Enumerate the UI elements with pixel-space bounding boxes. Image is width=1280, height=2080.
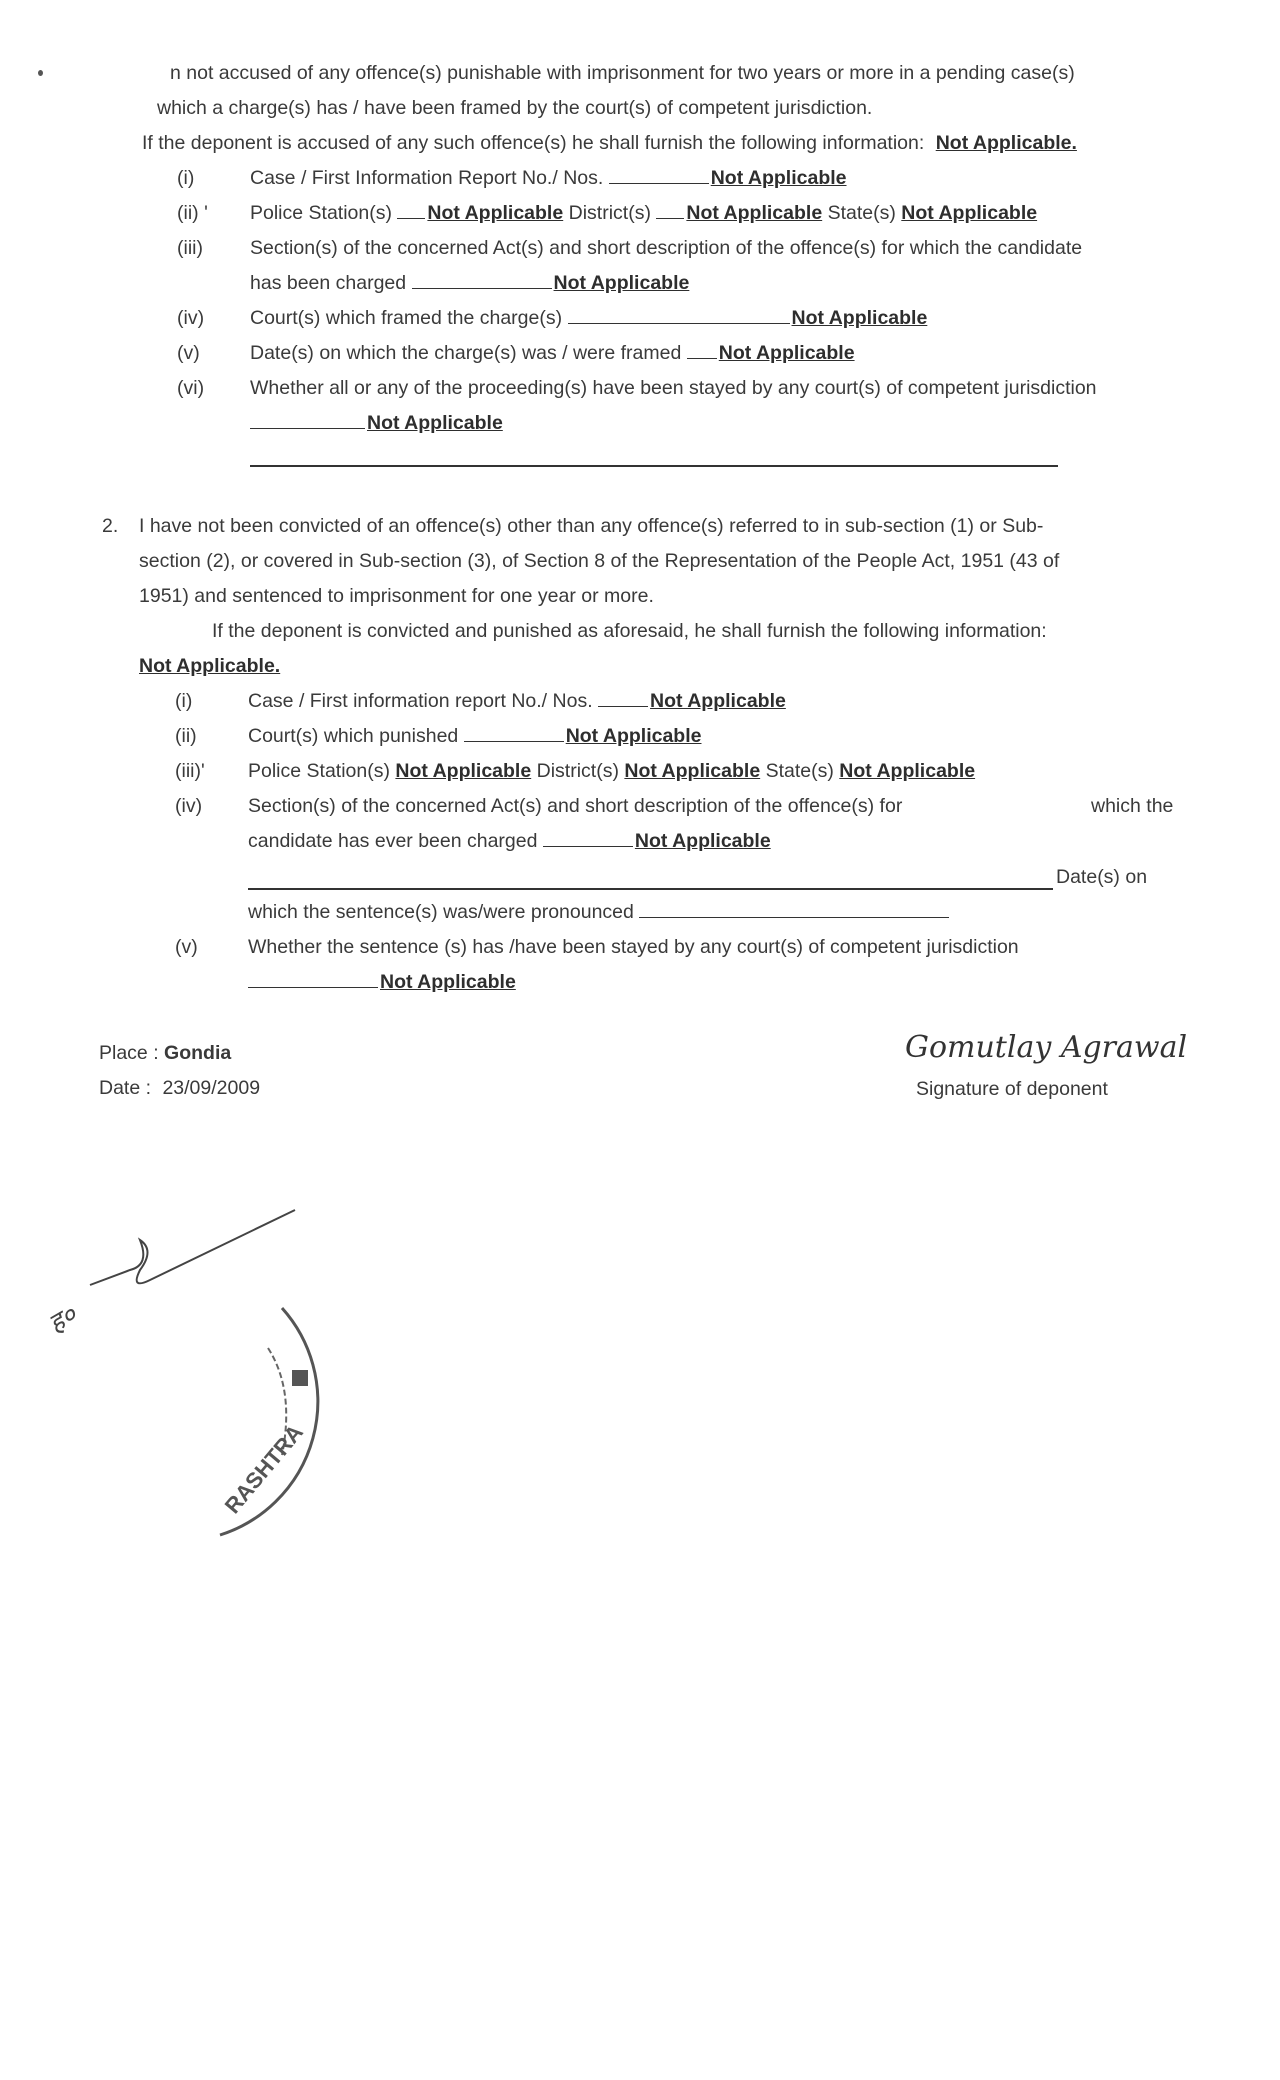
item-label: Case / First Information Report No./ Nos. bbox=[250, 167, 604, 189]
date-label: Date : bbox=[99, 1077, 152, 1099]
state-label: State(s) bbox=[827, 202, 896, 224]
blank-line bbox=[250, 427, 365, 429]
district-value: Not Applicable bbox=[624, 760, 761, 782]
date-on-label: Date(s) on bbox=[1056, 866, 1148, 888]
district-label: District(s) bbox=[536, 760, 619, 782]
blank-line bbox=[639, 916, 949, 918]
section2-line2: section (2), or covered in Sub-section (3), of Section 8 of the Representation of the People Act, 1951 (43 of bbox=[139, 550, 1060, 572]
state-label: State(s) bbox=[765, 760, 834, 782]
section1-intro-value: Not Applicable. bbox=[935, 132, 1077, 154]
item-value: Not Applicable bbox=[634, 830, 771, 852]
item-value: Not Applicable bbox=[367, 412, 503, 434]
item-number: (iii) bbox=[177, 237, 203, 259]
section1-line2: which a charge(s) has / have been framed by the court(s) of competent jurisdiction. bbox=[157, 97, 873, 119]
item-label: Case / First information report No./ Nos. bbox=[248, 690, 593, 712]
police-station-value: Not Applicable bbox=[395, 760, 532, 782]
place-label: Place : bbox=[99, 1042, 159, 1064]
date-field bbox=[99, 1077, 260, 1100]
section1-intro-text: If the deponent is accused of any such offence(s) he shall furnish the following information: bbox=[142, 132, 925, 154]
item-value: Not Applicable bbox=[650, 690, 786, 712]
district-label: District(s) bbox=[568, 202, 651, 224]
s2-item-iii bbox=[248, 760, 975, 783]
s2-item-i bbox=[248, 690, 786, 713]
scan-speck bbox=[38, 70, 43, 76]
initials-mark: ह० bbox=[42, 1299, 82, 1339]
blank-rule bbox=[248, 888, 1053, 890]
blank-line bbox=[248, 986, 378, 988]
section1-intro bbox=[142, 132, 1077, 155]
place-field bbox=[99, 1042, 231, 1065]
s1-item-vi-line2 bbox=[250, 412, 503, 435]
police-station-value: Not Applicable bbox=[427, 202, 564, 224]
section2-intro: If the deponent is convicted and punished as aforesaid, he shall furnish the following information: bbox=[212, 620, 1047, 642]
s2-item-iv-line4 bbox=[248, 901, 951, 924]
handwritten-signature: Gomutlay Agrawal bbox=[905, 1030, 1188, 1065]
s2-item-iv-tail: which the bbox=[1091, 795, 1174, 817]
item-label: Court(s) which framed the charge(s) bbox=[250, 307, 563, 329]
s1-item-iii-line1: Section(s) of the concerned Act(s) and short description of the offence(s) for which the candidate bbox=[250, 237, 1083, 259]
state-value: Not Applicable bbox=[901, 202, 1038, 224]
state-value: Not Applicable bbox=[839, 760, 976, 782]
item-number: (iv) bbox=[177, 307, 205, 329]
s2-item-ii bbox=[248, 725, 701, 748]
item-label: has been charged bbox=[250, 272, 407, 294]
s1-item-iv bbox=[250, 307, 927, 330]
blank-line bbox=[464, 740, 564, 742]
police-station-label: Police Station(s) bbox=[250, 202, 392, 224]
section2-line1: I have not been convicted of an offence(s) other than any offence(s) referred to in sub-section (1) or Sub- bbox=[139, 515, 1044, 537]
item-value: Not Applicable bbox=[710, 167, 847, 189]
place-value: Gondia bbox=[164, 1042, 232, 1064]
item-label: which the sentence(s) was/were pronounced bbox=[248, 901, 634, 923]
s1-item-vi-line1: Whether all or any of the proceeding(s) have been stayed by any court(s) of competent jurisdiction bbox=[250, 377, 1097, 399]
item-number: (ii) ' bbox=[177, 202, 208, 224]
section1-line1: n not accused of any offence(s) punishable with imprisonment for two years or more in a pending case(s) bbox=[170, 62, 1075, 84]
blank-line bbox=[656, 217, 684, 219]
s1-item-ii bbox=[250, 202, 1037, 225]
item-number: (iv) bbox=[175, 795, 203, 817]
blank-rule bbox=[250, 465, 1058, 467]
item-value: Not Applicable bbox=[380, 971, 516, 993]
blank-line bbox=[609, 182, 709, 184]
blank-line bbox=[598, 705, 648, 707]
item-number: (ii) bbox=[175, 725, 197, 747]
stamp-text: RASHTRA bbox=[219, 1419, 308, 1519]
s2-item-v-line1: Whether the sentence (s) has /have been stayed by any court(s) of competent jurisdiction bbox=[248, 936, 1019, 958]
blank-line bbox=[568, 322, 790, 324]
item-value: Not Applicable bbox=[718, 342, 855, 364]
s2-item-iv-line1: Section(s) of the concerned Act(s) and short description of the offence(s) for bbox=[248, 795, 903, 817]
police-station-label: Police Station(s) bbox=[248, 760, 390, 782]
item-number: (i) bbox=[177, 167, 195, 189]
date-value: 23/09/2009 bbox=[162, 1077, 261, 1099]
blank-line bbox=[412, 287, 552, 289]
signature-caption: Signature of deponent bbox=[916, 1078, 1108, 1100]
blank-line bbox=[543, 845, 633, 847]
item-value: Not Applicable bbox=[553, 272, 690, 294]
item-number: (iii)' bbox=[175, 760, 205, 782]
section2-intro-value: Not Applicable. bbox=[139, 655, 281, 677]
district-value: Not Applicable bbox=[686, 202, 823, 224]
item-number: (i) bbox=[175, 690, 193, 712]
blank-line bbox=[687, 357, 717, 359]
s1-item-v bbox=[250, 342, 855, 365]
s1-item-iii-line2 bbox=[250, 272, 689, 295]
item-label: Date(s) on which the charge(s) was / were framed bbox=[250, 342, 682, 364]
item-value: Not Applicable bbox=[791, 307, 928, 329]
blank-line bbox=[397, 217, 425, 219]
section2-line3: 1951) and sentenced to imprisonment for one year or more. bbox=[139, 585, 654, 607]
official-stamp-icon bbox=[20, 1180, 420, 1580]
s1-item-i bbox=[250, 167, 847, 190]
item-number: (v) bbox=[175, 936, 198, 958]
item-number: (v) bbox=[177, 342, 200, 364]
section2-number: 2. bbox=[102, 515, 119, 537]
item-value: Not Applicable bbox=[565, 725, 702, 747]
item-label: candidate has ever been charged bbox=[248, 830, 538, 852]
s2-item-iv-line2 bbox=[248, 830, 771, 853]
item-number: (vi) bbox=[177, 377, 205, 399]
s2-item-v-line2 bbox=[248, 971, 516, 994]
item-label: Court(s) which punished bbox=[248, 725, 459, 747]
